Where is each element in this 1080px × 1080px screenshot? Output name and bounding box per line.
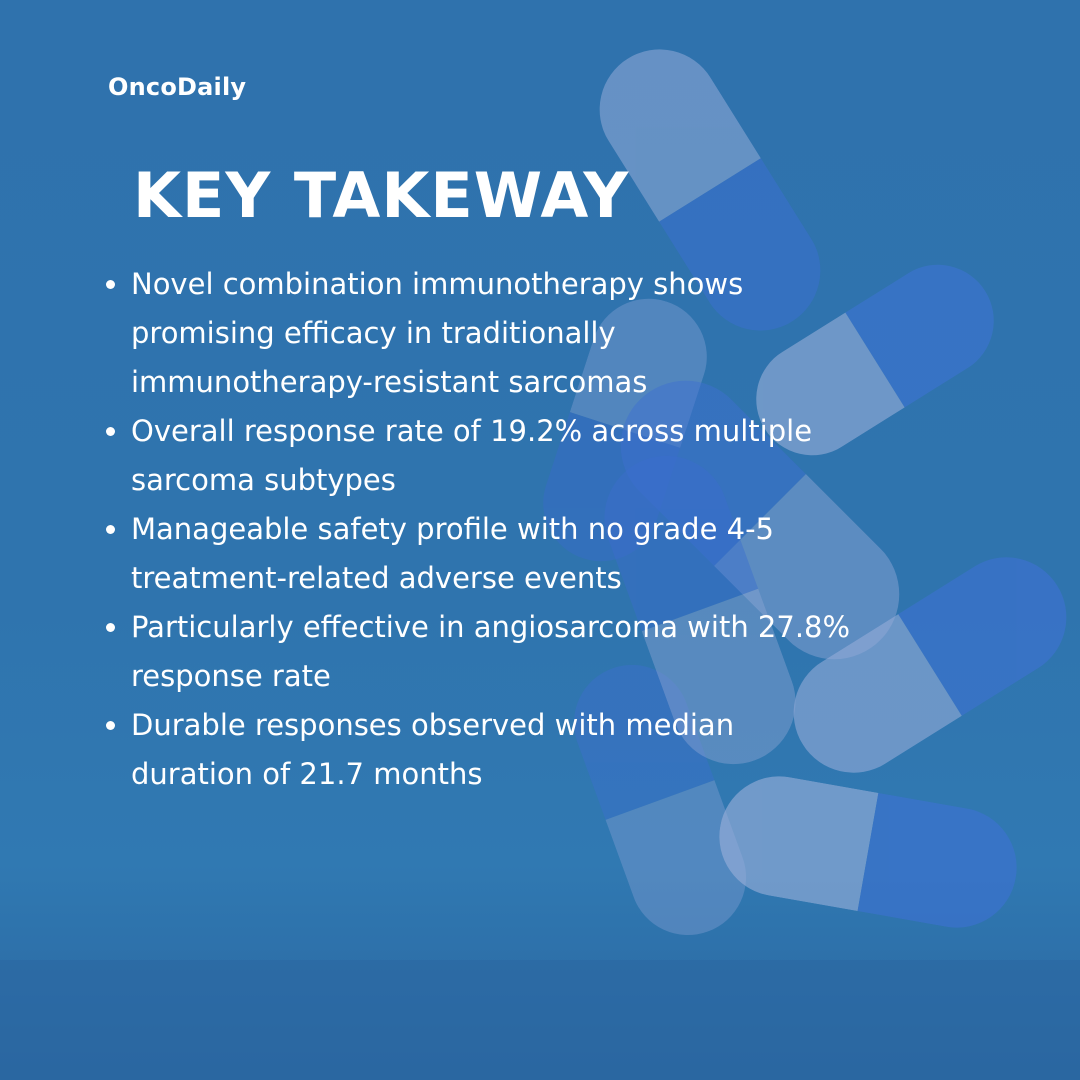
list-item [100, 505, 860, 603]
bullet-icon [106, 525, 115, 534]
bullet-icon [106, 623, 115, 632]
takeaway-list [100, 260, 860, 799]
takeaway-text: Particularly effective in angiosarcoma with 27.8% response rate [131, 610, 851, 693]
bullet-icon [106, 721, 115, 730]
list-item [100, 407, 860, 505]
bullet-icon [106, 427, 115, 436]
takeaway-text: Manageable safety profile with no grade 4-5 treatment-related adverse events [131, 512, 775, 595]
page-title: KEY TAKEWAY [133, 159, 630, 232]
takeaway-text: Durable responses observed with median duration of 21.7 months [131, 708, 735, 791]
takeaway-text: Overall response rate of 19.2% across multiple sarcoma subtypes [131, 414, 813, 497]
list-item [100, 603, 860, 701]
list-item [100, 260, 860, 407]
brand-logo-text: OncoDaily [108, 73, 247, 101]
list-item [100, 701, 860, 799]
bullet-icon [106, 280, 115, 289]
takeaway-text: Novel combination immunotherapy shows promising efficacy in traditionally immunotherapy-resistant sarcomas [131, 267, 744, 399]
